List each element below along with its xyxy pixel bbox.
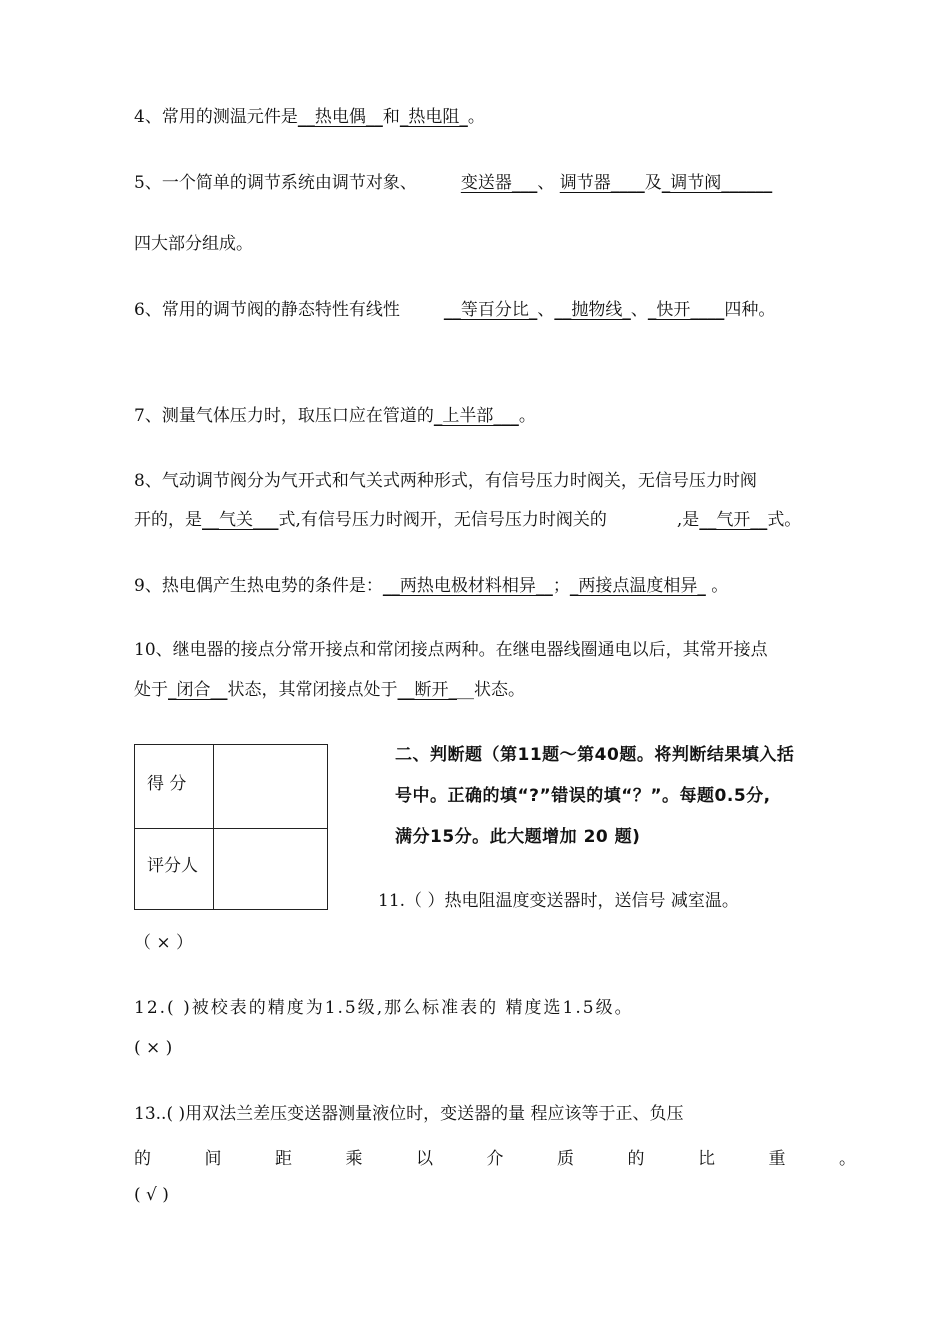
score-table bbox=[134, 744, 328, 910]
section-2-text-3: 满分15分。此大题增加 20 题) bbox=[395, 827, 641, 847]
q6-answer-3: _快开____ bbox=[647, 300, 725, 320]
q10-line-1: 10、继电器的接点分常开接点和常闭接点两种。在继电器线圈通电以后，其常开接点 bbox=[134, 640, 768, 660]
q10-mid2: __ bbox=[457, 680, 474, 700]
question-5 bbox=[134, 172, 772, 194]
q4-prefix: 4、常用的测温元件是 bbox=[134, 107, 298, 127]
section-2-heading-line-3 bbox=[395, 826, 640, 848]
q8-answer-2: __气开__ bbox=[699, 510, 768, 530]
question-9 bbox=[134, 575, 728, 597]
question-13 bbox=[134, 1103, 684, 1125]
grader-input-cell[interactable] bbox=[214, 829, 327, 909]
q13-char: 。 bbox=[839, 1149, 856, 1169]
q4-mid: 和 bbox=[382, 107, 400, 127]
q8-line2-mid2: ,是 bbox=[676, 510, 700, 530]
q8-line2-mid: 式,有信号压力时阀开，无信号压力时阀关的 bbox=[278, 510, 607, 530]
q13-char: 的 bbox=[627, 1149, 645, 1169]
q9-answer-2: _两接点温度相异_ bbox=[569, 576, 706, 596]
q6-sep-2: 、 bbox=[630, 300, 648, 320]
q12-answer: ( × ) bbox=[134, 1038, 173, 1058]
q8-line-1: 8、气动调节阀分为气开式和气关式两种形式，有信号压力时阀关，无信号压力时阀 bbox=[134, 471, 757, 491]
q9-sep: ； bbox=[552, 576, 570, 596]
q11-answer: （ × ） bbox=[134, 933, 194, 953]
q5-answer-3: _调节阀______ bbox=[661, 173, 773, 193]
question-12-answer bbox=[134, 1037, 172, 1059]
q4-end: 。 bbox=[467, 107, 485, 127]
score-input-cell[interactable] bbox=[214, 745, 327, 827]
q13-char: 介 bbox=[486, 1149, 504, 1169]
score-label: 得 分 bbox=[147, 774, 187, 794]
q8-end: 式。 bbox=[767, 510, 802, 530]
question-8 bbox=[134, 470, 757, 492]
q13-char: 距 bbox=[275, 1149, 292, 1169]
question-6 bbox=[134, 299, 775, 321]
q5-answer-2: 调节器____ bbox=[559, 173, 645, 193]
q13-char: 重 bbox=[768, 1149, 786, 1169]
q5-line-2: 四大部分组成。 bbox=[134, 234, 253, 254]
question-7 bbox=[134, 405, 536, 427]
q5-sep-1: 、 bbox=[537, 173, 555, 193]
q8-line2-prefix: 开的，是 bbox=[134, 510, 202, 530]
question-13-line-2 bbox=[134, 1144, 856, 1169]
question-8-line-2 bbox=[134, 509, 801, 531]
q13-answer: ( √ ) bbox=[134, 1185, 169, 1205]
question-11-answer bbox=[134, 932, 193, 954]
q10-mid: 状态，其常闭接点处于 bbox=[227, 680, 398, 700]
q13-char: 质 bbox=[557, 1149, 574, 1169]
section-2-heading-line-1 bbox=[395, 744, 794, 766]
q4-answer-2: _热电阻_ bbox=[399, 107, 468, 127]
q7-prefix: 7、测量气体压力时，取压口应在管道的 bbox=[134, 406, 434, 426]
q12-text: 12.( )被校表的精度为1.5级,那么标准表的 精度选1.5级。 bbox=[134, 998, 634, 1018]
question-13-answer bbox=[134, 1184, 169, 1206]
section-2-text-2: 号中。正确的填“?”错误的填“？”。每题0.5分, bbox=[395, 786, 771, 806]
q5-prefix: 5、一个简单的调节系统由调节对象、 bbox=[134, 173, 417, 193]
q6-answer-1: __等百分比_ bbox=[443, 300, 538, 320]
q6-end: 四种。 bbox=[724, 300, 776, 320]
q6-sep-1: 、 bbox=[537, 300, 555, 320]
section-2-heading-line-2 bbox=[395, 785, 771, 807]
q10-answer-1: _闭合__ bbox=[168, 680, 228, 700]
grader-label: 评分人 bbox=[147, 856, 198, 876]
question-4 bbox=[134, 106, 485, 128]
q5-answer-1: 变送器___ bbox=[460, 173, 538, 193]
q10-line2-prefix: 处于 bbox=[134, 680, 168, 700]
q10-answer-2: __断开_ bbox=[397, 680, 457, 700]
q8-answer-1: __气关___ bbox=[202, 510, 279, 530]
q13-text: 13..( )用双法兰差压变送器测量液位时，变送器的量 程应该等于正、负压 bbox=[134, 1104, 684, 1124]
q7-answer-1: _上半部___ bbox=[433, 406, 519, 426]
q4-answer-1: __热电偶__ bbox=[297, 107, 383, 127]
q9-end: 。 bbox=[711, 576, 729, 596]
question-10-line-2 bbox=[134, 679, 525, 701]
question-11 bbox=[378, 890, 739, 912]
question-5-line-2 bbox=[134, 233, 253, 255]
q6-prefix: 6、常用的调节阀的静态特性有线性 bbox=[134, 300, 400, 320]
q13-char: 间 bbox=[204, 1149, 222, 1169]
q13-char: 以 bbox=[416, 1149, 433, 1169]
section-2-text-1: 二、判断题（第11题～第40题。将判断结果填入括 bbox=[395, 745, 795, 765]
q7-end: 。 bbox=[518, 406, 536, 426]
question-10 bbox=[134, 639, 768, 661]
q9-answer-1: __两热电极材料相异__ bbox=[382, 576, 553, 596]
q10-end: 状态。 bbox=[474, 680, 525, 700]
q13-char: 乘 bbox=[345, 1149, 363, 1169]
q11-text: 11.（ ）热电阻温度变送器时，送信号 减室温。 bbox=[378, 891, 739, 911]
q13-char: 的 bbox=[134, 1149, 151, 1169]
question-12 bbox=[134, 997, 634, 1019]
q6-answer-2: __抛物线_ bbox=[554, 300, 631, 320]
q5-sep-2: 及 bbox=[644, 173, 662, 193]
q9-prefix: 9、热电偶产生热电势的条件是： bbox=[134, 576, 383, 596]
q13-char: 比 bbox=[698, 1149, 715, 1169]
